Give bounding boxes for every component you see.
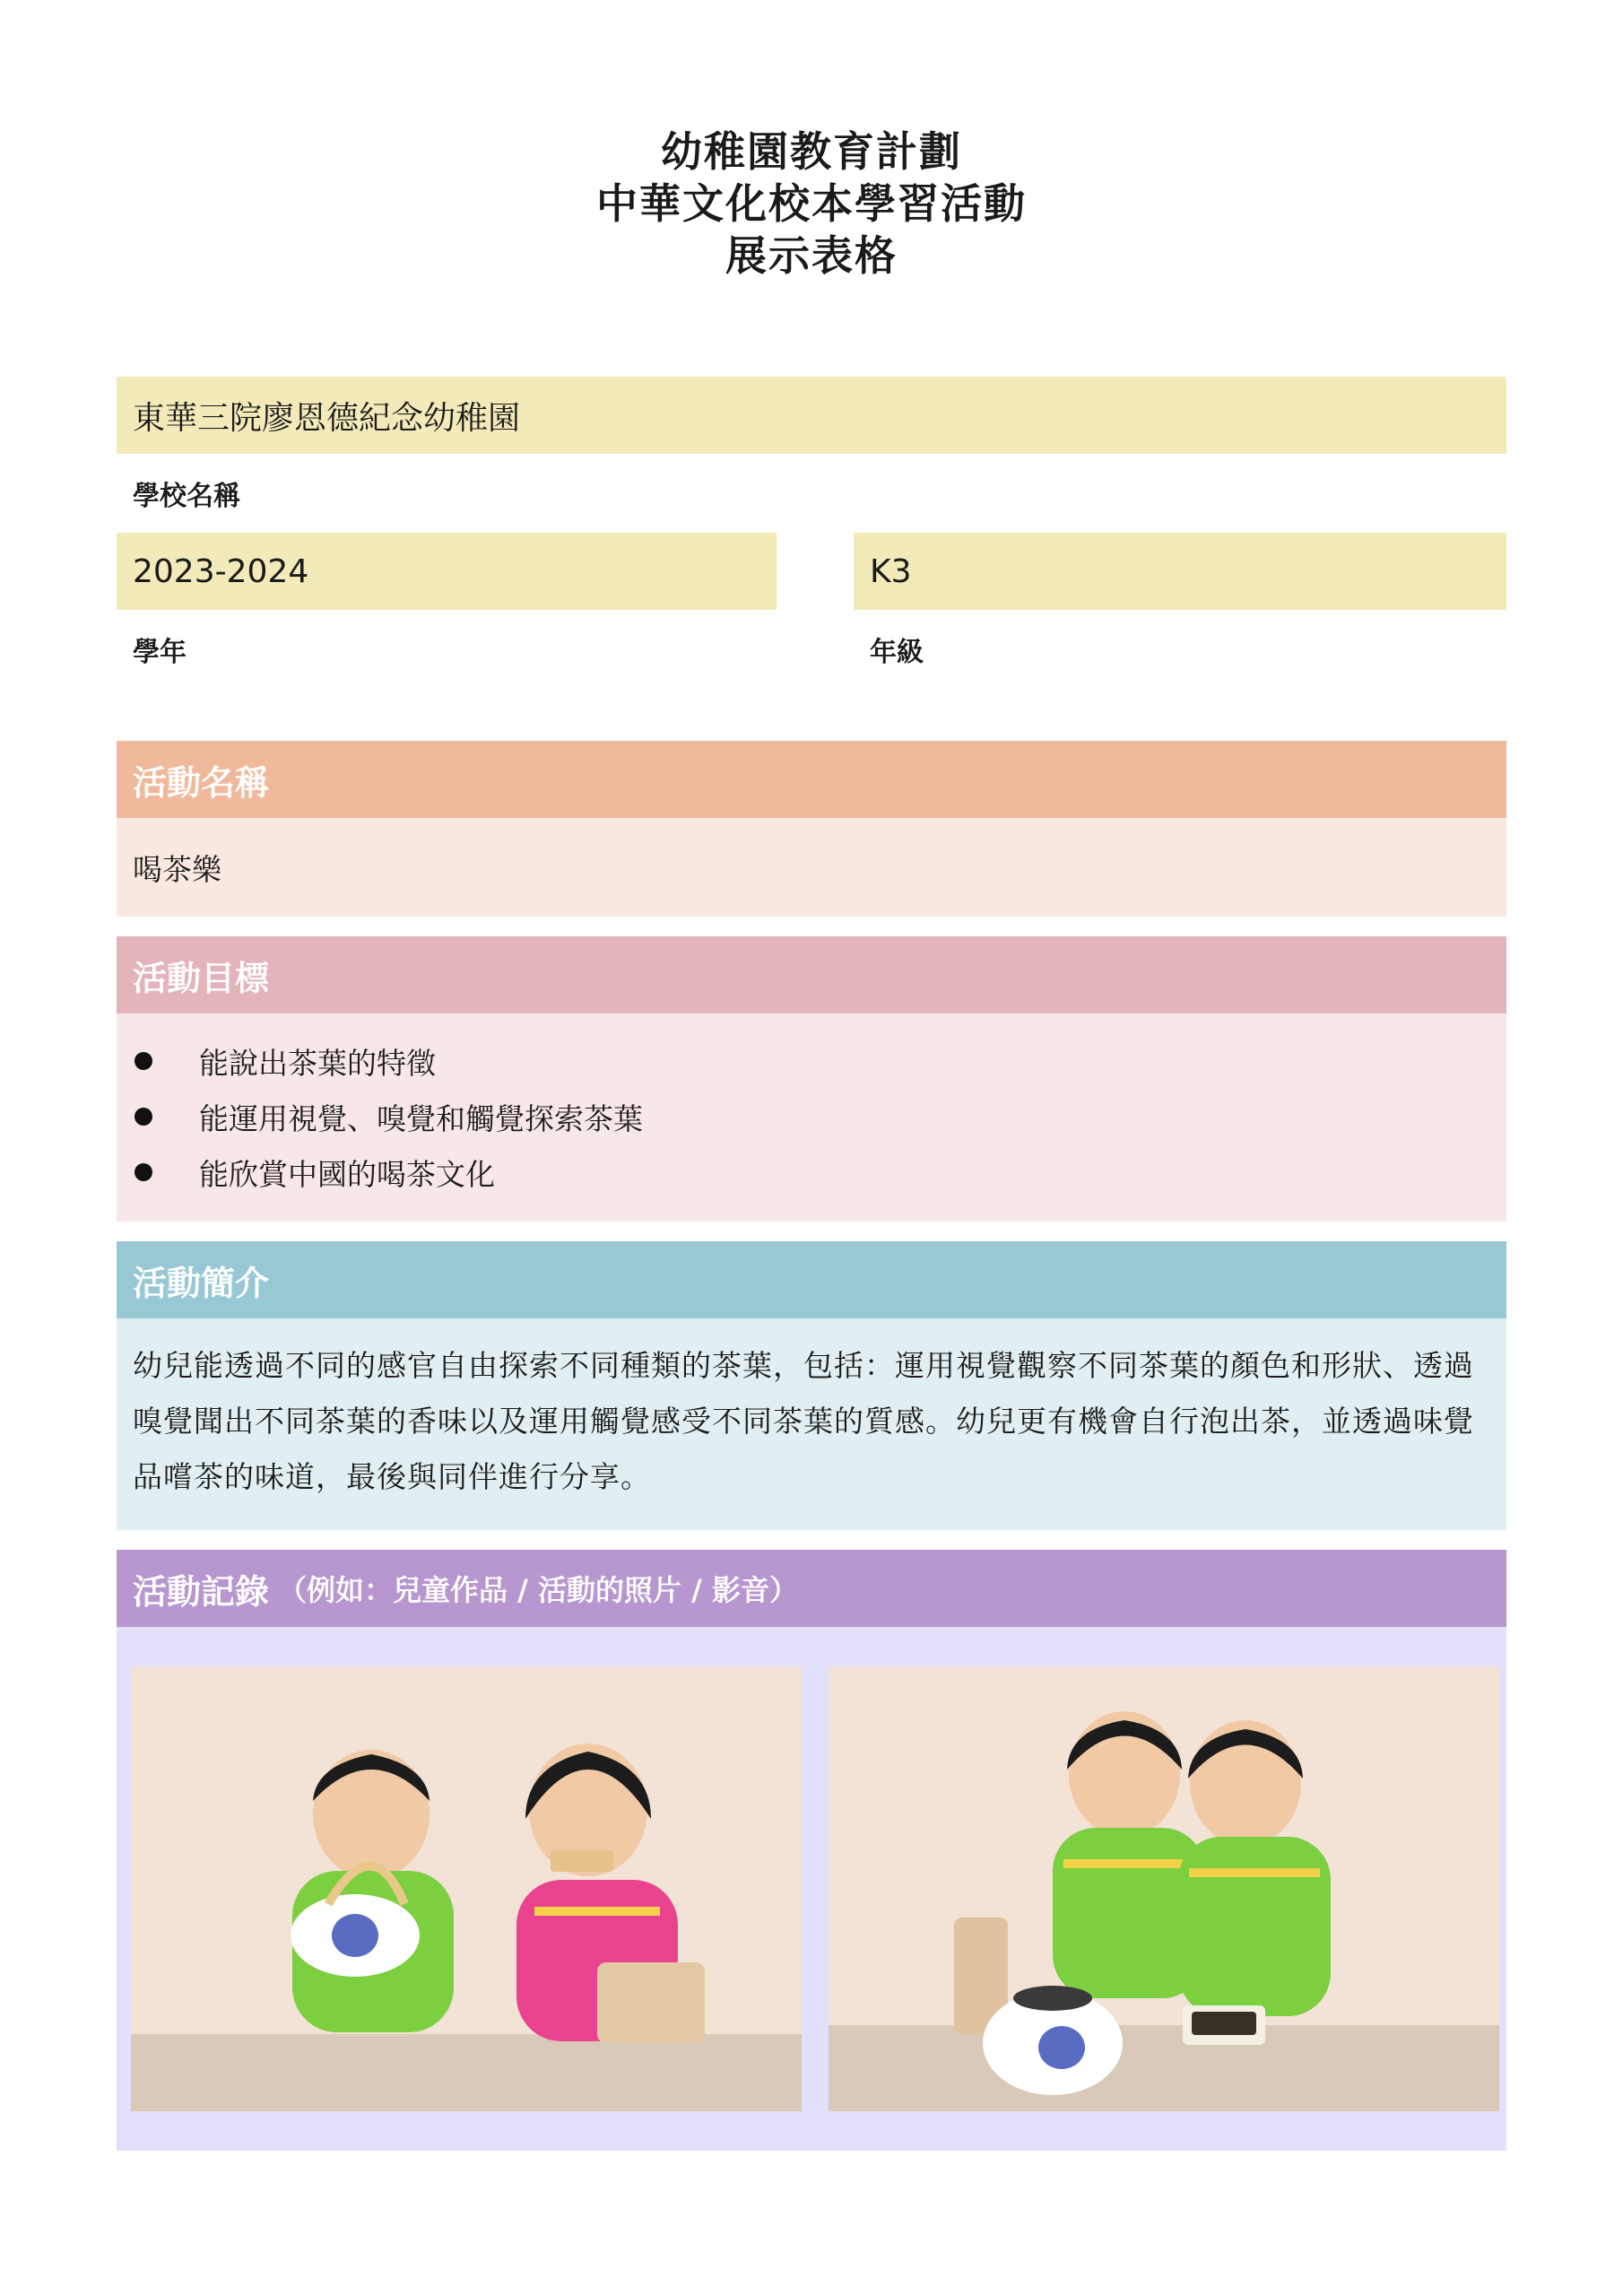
activity-name-heading xyxy=(117,741,1506,818)
activity-photo-1 xyxy=(131,1666,802,2111)
list-item xyxy=(133,1033,1490,1089)
grade-value: K3 xyxy=(870,552,912,590)
activity-intro-box xyxy=(117,1318,1506,1530)
activity-photo-2 xyxy=(829,1666,1499,2111)
activity-records-note: （例如：兒童作品 / 活動的照片 / 影音） xyxy=(278,1573,798,1607)
activity-goals-heading xyxy=(117,936,1506,1013)
activity-name-box xyxy=(117,818,1506,917)
goal-text: 能欣賞中國的喝茶文化 xyxy=(199,1156,495,1192)
activity-records-heading-text: 活動記錄 xyxy=(133,1571,270,1612)
goal-text: 能運用視覺、嗅覺和觸覺探索茶葉 xyxy=(199,1100,643,1136)
grade-label: 年級 xyxy=(870,637,924,668)
bullet-icon xyxy=(135,1163,152,1181)
activity-name-value: 喝茶樂 xyxy=(133,851,221,887)
activity-intro-text: 幼兒能透過不同的感官自由探索不同種類的茶葉，包括：運用視覺觀察不同茶葉的顏色和形狀、透過嗅覺聞出不同茶葉的香味以及運用觸覺感受不同茶葉的質感。幼兒更有機會自行泡出茶，並透過味覺品嚐茶的味道，最後與同伴進行分享。 xyxy=(133,1348,1474,1494)
list-item xyxy=(133,1089,1490,1144)
school-year-label: 學年 xyxy=(133,637,187,668)
page-title xyxy=(0,126,1623,282)
school-year-field xyxy=(117,533,777,610)
bullet-icon xyxy=(135,1108,152,1126)
goal-text: 能說出茶葉的特徵 xyxy=(199,1045,436,1081)
activity-intro-heading-text: 活動簡介 xyxy=(133,1263,270,1303)
activity-records-heading xyxy=(117,1550,1506,1627)
title-line-1: 幼稚園教育計劃 xyxy=(661,127,962,176)
bullet-icon xyxy=(135,1052,152,1070)
activity-goals-box xyxy=(117,1013,1506,1222)
school-name-label: 學校名稱 xyxy=(133,481,240,512)
school-name-field xyxy=(117,377,1506,454)
title-line-2: 中華文化校本學習活動 xyxy=(596,179,1027,228)
list-item xyxy=(133,1144,1490,1200)
activity-goals-heading-text: 活動目標 xyxy=(133,958,270,998)
grade-field xyxy=(854,533,1506,610)
school-year-value: 2023-2024 xyxy=(133,552,309,590)
school-name-value: 東華三院廖恩德紀念幼稚園 xyxy=(133,399,521,437)
activity-name-heading-text: 活動名稱 xyxy=(133,762,270,803)
title-line-3: 展示表格 xyxy=(725,231,898,280)
activity-intro-heading xyxy=(117,1241,1506,1318)
